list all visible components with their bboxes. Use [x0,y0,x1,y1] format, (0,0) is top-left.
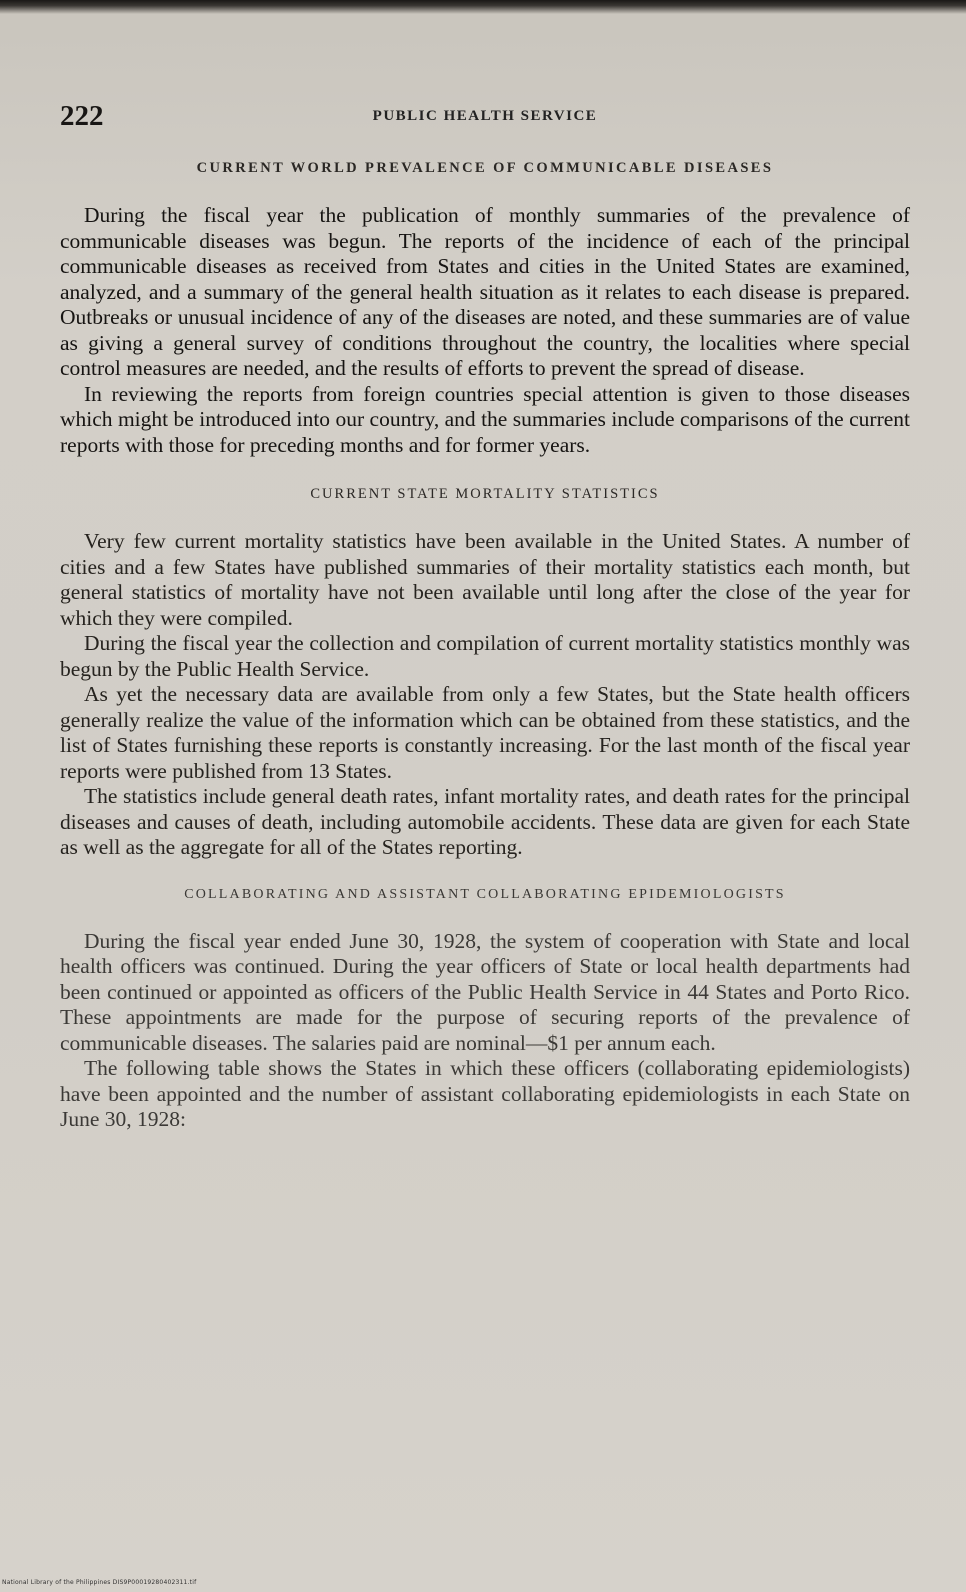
section-heading: CURRENT WORLD PREVALENCE OF COMMUNICABLE DISEASES [196,160,774,176]
paragraph: The statistics include general death rates, infant mortality rates, and death rates for the principal diseases and causes of death, including automobile accidents. These data are given for each State as well as the aggregate for all of the States reporting. [60,784,910,859]
page-body [60,160,910,1133]
scan-footer-stamp: National Library of the Philippines DIS9P00019280402311.tif [2,1579,197,1586]
paragraph: During the fiscal year the publication of monthly summaries of the prevalence of communicable diseases was begun. The reports of the incidence of each of the principal communicable diseases as received from States and cities in the United States are examined, analyzed, and a summary of the general health situation as it relates to each disease is prepared. Outbreaks or unusual incidence of any of the diseases are noted, and these summaries are of value as giving a general survey of conditions throughout the country, the localities where special control measures are needed, and the results of efforts to prevent the spread of disease. [60,203,910,380]
section-heading: COLLABORATING AND ASSISTANT COLLABORATING EPIDEMIOLOGISTS [184,886,786,902]
paragraph: In reviewing the reports from foreign countries special attention is given to those diseases which might be introduced into our country, and the summaries include comparisons of the current reports with those for preceding months and for former years. [60,381,910,457]
page-number: 222 [60,100,104,132]
paragraph: As yet the necessary data are available from only a few States, but the State health officers generally realize the value of the information which can be obtained from these statistics, and the list of States furnishing these reports is constantly increasing. For the last month of the fiscal year reports were published from 13 States. [60,682,910,783]
section-epidemiologists [60,887,910,1133]
section-state-mortality [60,486,910,861]
page-header [60,100,910,140]
paragraph: During the fiscal year the collection and compilation of current mortality statistics monthly was begun by the Public Health Service. [60,631,910,681]
section-heading: CURRENT STATE MORTALITY STATISTICS [310,486,660,502]
section-world-prevalence [60,160,910,458]
paragraph: Very few current mortality statistics have been available in the United States. A number of cities and a few States have published summaries of their mortality statistics each month, but general statistics of mortality have not been available until long after the close of the year for which they were compiled. [60,529,910,630]
paragraph: The following table shows the States in which these officers (collaborating epidemiologists) have been appointed and the number of assistant collaborating epidemiologists in each State on June 30, 1928: [60,1056,910,1131]
running-head: PUBLIC HEALTH SERVICE [372,108,598,124]
paragraph: During the fiscal year ended June 30, 1928, the system of cooperation with State and local health officers was continued. During the year officers of State or local health departments had been continued or appointed as officers of the Public Health Service in 44 States and Porto Rico. These appointments are made for the purpose of securing reports of the prevalence of communicable diseases. The salaries paid are nominal—$1 per annum each. [60,928,910,1055]
scan-edge-shadow [0,0,966,14]
